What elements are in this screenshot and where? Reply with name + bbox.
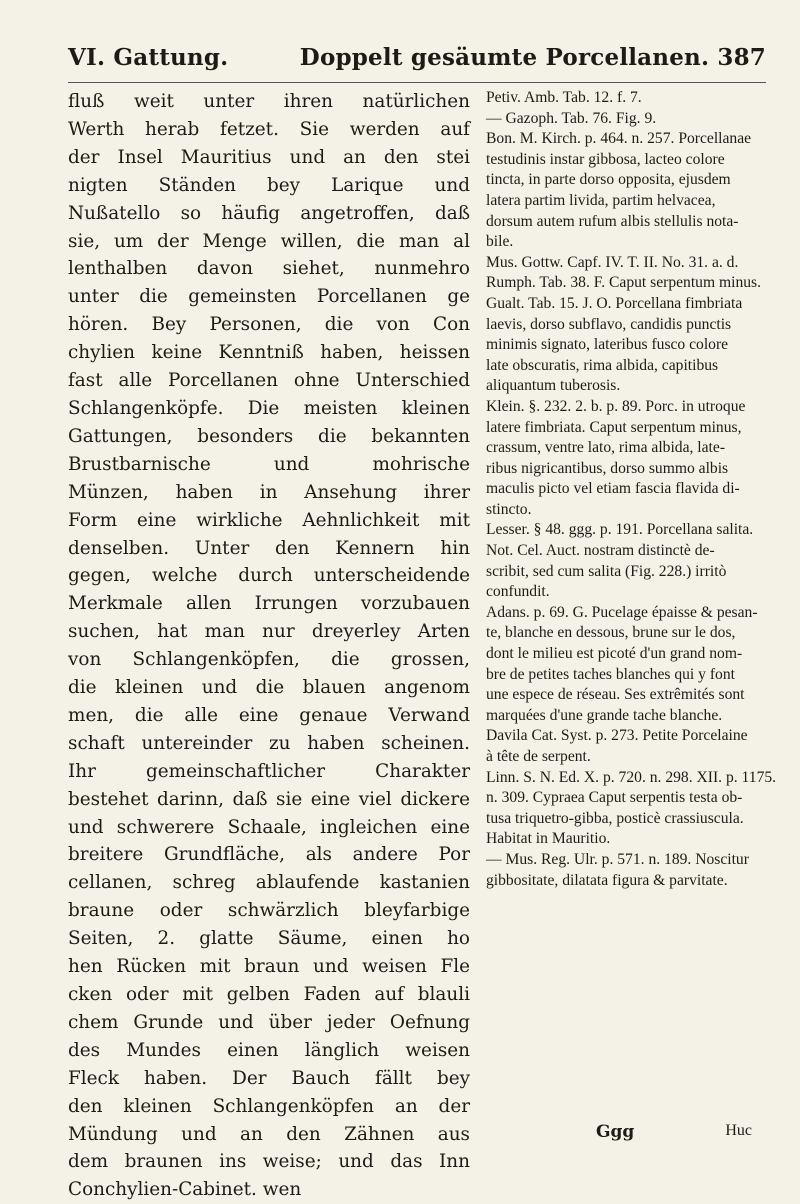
reference-line: Linn. S. N. Ed. X. p. 720. n. 298. XII. p. 1175. (486, 768, 777, 786)
reference-line: Lesser. § 48. ggg. p. 191. Porcellana salita. (486, 521, 754, 539)
reference-line: à tête de serpent. (486, 748, 591, 765)
body-text-line: Mündung und an den Zähnen aus (68, 1123, 470, 1145)
body-text-line: des Mundes einen länglich weisen (68, 1039, 470, 1061)
body-text-line: Merkmale allen Irrungen vorzubauen (68, 593, 470, 615)
reference-line: Gualt. Tab. 15. J. O. Porcellana fimbriata (486, 294, 743, 312)
body-text-line: breitere Grundfläche, als andere Por (68, 844, 470, 866)
header-title-page-number: Doppelt gesäumte Porcellanen. 387 (299, 44, 766, 71)
body-text-line: men, die alle eine genaue Verwand (68, 704, 470, 726)
reference-line: — Gazoph. Tab. 76. Fig. 9. (486, 109, 657, 127)
body-text-line: und schwerere Schaale, ingleichen eine (68, 816, 470, 838)
reference-line: gibbositate, dilatata figura & parvitate. (486, 871, 728, 889)
page-footer (68, 1122, 766, 1150)
body-text-line: dem braunen ins weise; und das Inn (68, 1151, 470, 1173)
reference-line: confundit. (486, 583, 550, 601)
reference-line: marquées d'une grande tache blanche. (486, 706, 723, 724)
body-text-line: hören. Bey Personen, die von Con (68, 314, 470, 336)
references-column (486, 88, 786, 891)
reference-line: Klein. §. 232. 2. b. p. 89. Porc. in utroque (486, 397, 746, 415)
body-text-line: nigten Ständen bey Larique und (68, 174, 470, 196)
body-text-line: Brustbarnische und mohrische (68, 453, 470, 475)
body-text-line: Werth herab fetzet. Sie werden auf (68, 118, 470, 140)
reference-line: Not. Cel. Auct. nostram distinctè de- (486, 542, 715, 560)
body-text-line: suchen, hat man nur dreyerley Arten (68, 621, 470, 643)
body-text-line: fluß weit unter ihren natürlichen (68, 91, 470, 112)
reference-line: Rumph. Tab. 38. F. Caput serpentum minus. (486, 274, 762, 292)
reference-line: Mus. Gottw. Capf. IV. T. II. No. 31. a. d. (486, 253, 739, 271)
body-text-line: Fleck haben. Der Bauch fällt bey (68, 1067, 470, 1089)
body-text-line: von Schlangenköpfen, die grossen, (68, 649, 470, 671)
reference-line: late obscuratis, rima albida, capitibus (486, 356, 719, 374)
reference-line: ribus nigricantibus, dorso summo albis (486, 459, 729, 477)
body-text-line: lenthalben davon siehet, nunmehro (68, 258, 470, 280)
body-text-line: unter die gemeinsten Porcellanen ge (68, 286, 470, 308)
reference-line: Petiv. Amb. Tab. 12. f. 7. (486, 89, 642, 106)
reference-line: Adans. p. 69. G. Pucelage épaisse & pesan- (486, 603, 758, 621)
reference-line: latere fimbriata. Caput serpentum minus, (486, 418, 742, 436)
reference-line: bile. (486, 233, 514, 251)
body-text-line: der Insel Mauritius und an den stei (68, 146, 470, 168)
reference-line: une espece de réseau. Ses extrêmités sont (486, 686, 745, 704)
reference-line: laevis, dorso subflavo, candidis punctis (486, 315, 732, 333)
running-header (68, 40, 766, 80)
reference-line: bre de petites taches blanches qui y font (486, 665, 735, 683)
body-text-line: Ihr gemeinschaftlicher Charakter (68, 760, 470, 782)
body-text-line: sie, um der Menge willen, die man al (68, 230, 470, 252)
reference-line: Davila Cat. Syst. p. 273. Petite Porcelaine (486, 727, 748, 745)
body-text-line: fast alle Porcellanen ohne Unterschied (68, 370, 470, 392)
reference-line: tincta, in parte dorso opposita, ejusdem (486, 171, 731, 189)
header-rule (68, 82, 766, 83)
body-text-line: Seiten, 2. glatte Säume, einen ho (68, 928, 470, 950)
body-text-line: gegen, welche durch unterscheidende (68, 565, 470, 587)
body-text-line: hen Rücken mit braun und weisen Fle (68, 956, 470, 978)
body-text-line: Gattungen, besonders die bekannten (68, 425, 470, 447)
reference-line: Habitat in Mauritio. (486, 830, 611, 848)
signature-mark: Ggg (596, 1122, 635, 1142)
reference-line: Bon. M. Kirch. p. 464. n. 257. Porcellanae (486, 130, 752, 148)
reference-line: — Mus. Reg. Ulr. p. 571. n. 189. Noscitur (486, 850, 749, 868)
body-text-line: bestehet darinn, daß sie eine viel dickere (68, 788, 470, 810)
body-text-line: cken oder mit gelben Faden auf blauli (68, 984, 470, 1005)
catchword-next-page: Huc (725, 1122, 752, 1139)
reference-line: latera partim livida, partim helvacea, (486, 191, 716, 209)
reference-line: n. 309. Cypraea Caput serpentis testa ob- (486, 789, 743, 807)
body-text-line: schaft untereinder zu haben scheinen. (68, 732, 470, 754)
body-text-line: die kleinen und die blauen angenom (68, 677, 470, 699)
reference-line: testudinis instar gibbosa, lacteo colore (486, 150, 725, 168)
header-chapter: VI. Gattung. (68, 44, 229, 71)
reference-line: te, blanche en dessous, brune sur le dos, (486, 624, 736, 642)
reference-line: aliquantum tuberosis. (486, 377, 621, 395)
main-text-column (68, 88, 470, 1204)
body-text-line: chylien keine Kenntniß haben, heissen (68, 342, 470, 364)
body-text-line: cellanen, schreg ablaufende kastanien (68, 872, 470, 894)
body-text-line: Schlangenköpfe. Die meisten kleinen (68, 397, 470, 419)
reference-line: crassum, ventre lato, rima albida, late- (486, 439, 726, 457)
body-text-line: braune oder schwärzlich bleyfarbige (68, 900, 470, 922)
reference-line: tusa triquetro-gibba, posticè crassiuscula. (486, 809, 744, 827)
body-text-line: denselben. Unter den Kennern hin (68, 537, 470, 559)
reference-line: minimis signato, lateribus fusco colore (486, 336, 729, 354)
reference-line: stincto. (486, 500, 532, 518)
body-text-line: Nußatello so häufig angetroffen, daß (68, 202, 470, 224)
reference-line: dorsum autem rufum albis stellulis nota- (486, 212, 739, 230)
body-text-line: den kleinen Schlangenköpfen an der (68, 1095, 470, 1117)
reference-line: scribit, sed cum salita (Fig. 228.) irritò (486, 562, 727, 580)
reference-line: dont le milieu est picoté d'un grand nom- (486, 645, 743, 663)
body-text-line: Conchylien-Cabinet. wen (68, 1179, 302, 1201)
body-text-line: Münzen, haben in Ansehung ihrer (68, 481, 470, 503)
reference-line: maculis picto vel etiam fascia flavida di- (486, 480, 740, 498)
body-text-line: chem Grunde und über jeder Oefnung (68, 1011, 470, 1033)
body-text-line: Form eine wirkliche Aehnlichkeit mit (68, 509, 470, 531)
